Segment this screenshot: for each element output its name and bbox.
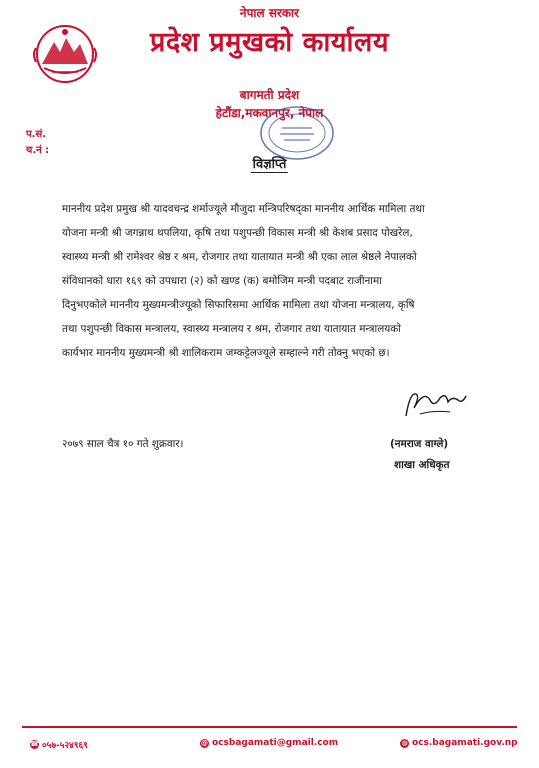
notice-body (62, 197, 480, 365)
notice-line: माननीय प्रदेश प्रमुख श्री यादवचन्द्र शर्माज्यूले मौजुदा मन्त्रिपरिषद्का माननीय आर्थिक मामिला तथा (62, 203, 425, 215)
notice-line: संविधानको धारा १६९ को उपधारा (२) को खण्ड (क) बमोजिम मन्त्री पदबाट राजीनामा (62, 275, 382, 287)
notice-line: योजना मन्त्री श्री जगन्नाथ थपलिया, कृषि तथा पशुपन्छी विकास मन्त्री श्री केशब प्रसाद पोखरेल, (62, 227, 413, 239)
signature-icon (400, 386, 470, 422)
notice-title (0, 154, 539, 172)
signer-name: (नमराज वाग्ले) (390, 438, 449, 450)
email-icon: @ (201, 738, 208, 747)
government-name: नेपाल सरकार (239, 6, 300, 20)
phone-icon: ☎ (30, 740, 39, 748)
notice-line: स्वास्थ्य मन्त्री श्री रामेश्वर श्रेष्ठ र श्रम, रोजगार तथा यातायात मन्त्री श्री एका लाल श्रेष्ठले नेपालको (62, 251, 417, 263)
office-address: हेटौंडा,मकवानपुर, नेपाल (215, 106, 324, 120)
footer-divider (22, 726, 517, 728)
notice-line: कार्यभार माननीय मुख्यमन्त्री श्री शालिकराम जम्कट्टेलज्यूले सम्हाल्ने गरी तोक्नु भएको छ। (62, 347, 390, 359)
notice-title-text: विज्ञप्ति (252, 157, 287, 172)
office-name: प्रदेश प्रमुखको कार्यालय (149, 27, 390, 58)
notice-line: तथा पशुपन्छी विकास मन्त्रालय, स्वास्थ्य मन्त्रालय र श्रम, रोजगार तथा यातायात मन्त्रालयको (62, 323, 401, 335)
footer-email (200, 738, 338, 748)
phone-number: ०५७-५२४९६९ (42, 741, 88, 751)
letter-footer (22, 726, 517, 752)
dispatch-number-label: च.नं : (26, 145, 50, 156)
issue-date: २०७९ साल चैत्र १० गते शुक्रवार। (62, 438, 184, 450)
ref-number-label: प.सं. (26, 129, 47, 140)
signer-title: शाखा अधिकृत (394, 459, 450, 471)
province-name: बागमती प्रदेश (239, 88, 300, 102)
email-address[interactable]: ocsbagamati@gmail.com (212, 738, 339, 748)
website-url[interactable]: ocs.bagamati.gov.np (412, 738, 518, 748)
notice-line: दिनुभएकोले माननीय मुख्यमन्त्रीज्यूको सिफारिसमा आर्थिक मामिला तथा योजना मन्त्रालय, कृषि (62, 299, 415, 311)
globe-icon: ◍ (401, 738, 408, 747)
footer-phone (30, 738, 88, 751)
footer-website (400, 738, 518, 748)
